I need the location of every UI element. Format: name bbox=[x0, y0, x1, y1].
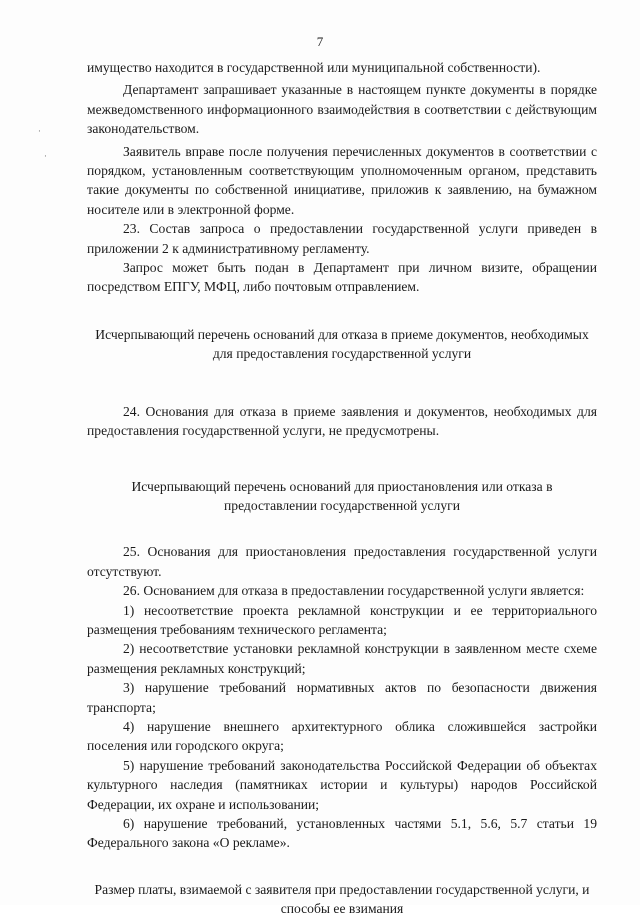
section-heading: Исчерпывающий перечень оснований для приостановления или отказа в предоставлении государственной услуги bbox=[131, 478, 553, 513]
scan-speck: · bbox=[38, 127, 41, 137]
section-heading: Размер платы, взимаемой с заявителя при предоставлении государственной услуги, и способы ее взимания bbox=[94, 881, 590, 917]
list-item: 2) несоответствие установки рекламной конструкции в заявленном месте схеме размещения рекламных конструкций; bbox=[87, 641, 597, 676]
scan-speck: · bbox=[44, 152, 47, 162]
paragraph: 26. Основанием для отказа в предоставлении государственной услуги является: bbox=[123, 583, 585, 599]
paragraph: 24. Основания для отказа в приеме заявления и документов, необходимых для предоставления государственной услуги, не предусмотрены. bbox=[87, 403, 597, 439]
list-item: 4) нарушение внешнего архитектурного облика сложившейся застройки поселения или городского округа; bbox=[87, 718, 597, 754]
paragraph: 23. Состав запроса о предоставлении государственной услуги приведен в приложении 2 к административному регламенту. bbox=[87, 221, 597, 256]
list-item: 3) нарушение требований нормативных актов по безопасности движения транспорта; bbox=[87, 680, 597, 715]
paragraph: Заявитель вправе после получения перечисленных документов в соответствии с порядком, установленным соответствующим уполномоченным органом, представить такие документы по собственной инициативе, приложив к заявлению, на бумажном носителе или в электронной форме. bbox=[87, 143, 597, 217]
section-heading: Исчерпывающий перечень оснований для отказа в приеме документов, необходимых для предоставления государственной услуги bbox=[95, 326, 589, 362]
paragraph: Департамент запрашивает указанные в настоящем пункте документы в порядке межведомственного информационного взаимодействия в соответствии с действующим законодательством. bbox=[87, 82, 597, 137]
paragraph: 25. Основания для приостановления предоставления государственной услуги отсутствуют. bbox=[87, 544, 597, 579]
page-number: 7 bbox=[316, 34, 324, 49]
list-item: 6) нарушение требований, установленных частями 5.1, 5.6, 5.7 статьи 19 Федерального закона «О рекламе». bbox=[87, 816, 597, 851]
paragraph: имущество находится в государственной или муниципальной собственности). bbox=[87, 60, 541, 75]
list-item: 1) несоответствие проекта рекламной конструкции и ее территориального размещения требованиям технического регламента; bbox=[87, 602, 597, 637]
paragraph: Запрос может быть подан в Департамент при личном визите, обращении посредством ЕПГУ, МФЦ, либо почтовым отправлением. bbox=[87, 260, 597, 295]
document-body bbox=[87, 58, 597, 919]
list-item: 5) нарушение требований законодательства Российской Федерации об объектах культурного наследия (памятниках истории и культуры) народов Российской Федерации, их охране и использовании; bbox=[87, 757, 597, 812]
